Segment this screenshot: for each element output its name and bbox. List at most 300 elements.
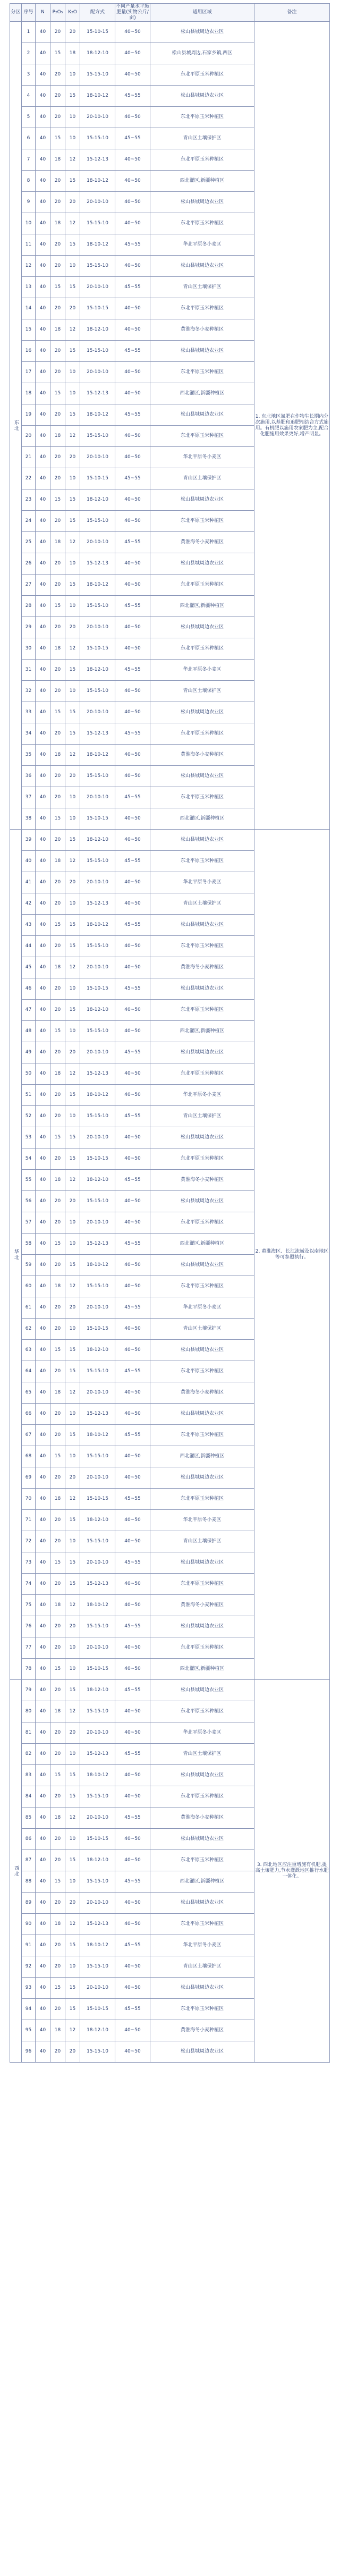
index-cell: 79	[22, 1680, 36, 1701]
area-cell: 西北灌区,新疆种植区	[150, 808, 254, 830]
target-cell: 40~50	[115, 1404, 150, 1425]
n-cell: 40	[36, 745, 50, 766]
k-cell: 20	[65, 298, 80, 319]
region-cell: 西北	[10, 1680, 22, 2063]
target-cell: 45~55	[115, 1552, 150, 1574]
k-cell: 15	[65, 702, 80, 723]
area-cell: 松山县城周边农业区	[150, 766, 254, 787]
index-cell: 82	[22, 1744, 36, 1765]
form-cell: 20-10-10	[80, 1893, 115, 1914]
target-cell: 40~50	[115, 213, 150, 234]
target-cell: 40~50	[115, 1255, 150, 1276]
n-cell: 40	[36, 256, 50, 277]
area-cell: 黄淮海冬小麦种植区	[150, 745, 254, 766]
form-cell: 15-10-15	[80, 1999, 115, 2020]
p-cell: 20	[50, 1191, 65, 1212]
form-cell: 18-12-10	[80, 1340, 115, 1361]
form-cell: 20-10-10	[80, 1467, 115, 1489]
k-cell: 12	[65, 745, 80, 766]
target-cell: 40~50	[115, 1850, 150, 1871]
area-cell: 东北平原玉米种植区	[150, 1148, 254, 1170]
area-cell: 松山县城周边农业区	[150, 404, 254, 426]
p-cell: 20	[50, 575, 65, 596]
n-cell: 40	[36, 1978, 50, 1999]
area-cell: 松山县城周边农业区	[150, 915, 254, 936]
form-cell: 18-10-12	[80, 86, 115, 107]
index-cell: 48	[22, 1021, 36, 1042]
form-cell: 20-10-10	[80, 532, 115, 553]
n-cell: 40	[36, 277, 50, 298]
target-cell: 40~50	[115, 149, 150, 171]
area-cell: 松山县城周边农业区	[150, 1680, 254, 1701]
p-cell: 18	[50, 532, 65, 553]
p-cell: 20	[50, 1085, 65, 1106]
form-cell: 15-12-13	[80, 149, 115, 171]
n-cell: 40	[36, 1446, 50, 1467]
k-cell: 15	[65, 1850, 80, 1871]
n-cell: 40	[36, 192, 50, 213]
index-cell: 51	[22, 1085, 36, 1106]
k-cell: 15	[65, 1786, 80, 1808]
n-cell: 40	[36, 1850, 50, 1871]
target-cell: 40~50	[115, 22, 150, 43]
index-cell: 29	[22, 617, 36, 638]
n-cell: 40	[36, 298, 50, 319]
index-cell: 96	[22, 2041, 36, 2063]
target-cell: 45~55	[115, 86, 150, 107]
form-cell: 15-15-10	[80, 1361, 115, 1382]
target-cell: 40~50	[115, 1701, 150, 1722]
p-cell: 15	[50, 128, 65, 149]
p-cell: 15	[50, 383, 65, 404]
n-cell: 40	[36, 1595, 50, 1616]
k-cell: 12	[65, 2020, 80, 2041]
p-cell: 20	[50, 1319, 65, 1340]
area-cell: 东北平原玉米种植区	[150, 1850, 254, 1871]
k-cell: 15	[65, 1574, 80, 1595]
target-cell: 40~50	[115, 745, 150, 766]
target-cell: 45~55	[115, 596, 150, 617]
p-cell: 18	[50, 1701, 65, 1722]
form-cell: 15-15-10	[80, 128, 115, 149]
p-cell: 20	[50, 1680, 65, 1701]
form-cell: 15-10-15	[80, 1829, 115, 1850]
index-cell: 55	[22, 1170, 36, 1191]
k-cell: 15	[65, 1425, 80, 1446]
n-cell: 40	[36, 1234, 50, 1255]
form-cell: 20-10-10	[80, 1637, 115, 1659]
area-cell: 松山县城周边农业区	[150, 86, 254, 107]
target-cell: 40~50	[115, 489, 150, 511]
index-cell: 22	[22, 468, 36, 489]
index-cell: 59	[22, 1255, 36, 1276]
remark-cell: 2. 黄淮海区、长江流域及以南地区等可参照执行。	[254, 830, 330, 1680]
target-cell: 40~50	[115, 1340, 150, 1361]
form-cell: 18-10-12	[80, 745, 115, 766]
target-cell: 45~55	[115, 341, 150, 362]
index-cell: 31	[22, 660, 36, 681]
p-cell: 20	[50, 22, 65, 43]
target-cell: 45~55	[115, 1489, 150, 1510]
k-cell: 10	[65, 1871, 80, 1893]
area-cell: 华北平原冬小麦区	[150, 1935, 254, 1956]
target-cell: 45~55	[115, 234, 150, 256]
form-cell: 15-10-15	[80, 808, 115, 830]
p-cell: 15	[50, 489, 65, 511]
p-cell: 20	[50, 1616, 65, 1637]
target-cell: 45~55	[115, 1935, 150, 1956]
target-cell: 40~50	[115, 1765, 150, 1786]
form-cell: 15-15-10	[80, 1276, 115, 1297]
n-cell: 40	[36, 447, 50, 468]
area-cell: 松山县城周边农业区	[150, 1765, 254, 1786]
k-cell: 15	[65, 1765, 80, 1786]
n-cell: 40	[36, 1085, 50, 1106]
form-cell: 15-15-10	[80, 341, 115, 362]
p-cell: 18	[50, 745, 65, 766]
n-cell: 40	[36, 1808, 50, 1829]
area-cell: 黄淮海冬小麦种植区	[150, 532, 254, 553]
index-cell: 1	[22, 22, 36, 43]
index-cell: 52	[22, 1106, 36, 1127]
form-cell: 15-15-10	[80, 1531, 115, 1552]
form-cell: 15-10-15	[80, 1148, 115, 1170]
k-cell: 10	[65, 808, 80, 830]
n-cell: 40	[36, 149, 50, 171]
target-cell: 40~50	[115, 1127, 150, 1148]
index-cell: 83	[22, 1765, 36, 1786]
k-cell: 12	[65, 426, 80, 447]
form-cell: 20-10-10	[80, 957, 115, 978]
target-cell: 40~50	[115, 1510, 150, 1531]
index-cell: 64	[22, 1361, 36, 1382]
k-cell: 10	[65, 468, 80, 489]
form-cell: 15-15-10	[80, 64, 115, 86]
index-cell: 37	[22, 787, 36, 808]
p-cell: 15	[50, 915, 65, 936]
k-cell: 10	[65, 1446, 80, 1467]
target-cell: 45~55	[115, 1616, 150, 1637]
k-cell: 10	[65, 1212, 80, 1234]
target-cell: 40~50	[115, 1212, 150, 1234]
n-cell: 40	[36, 915, 50, 936]
k-cell: 10	[65, 1319, 80, 1340]
area-cell: 松山县城周边农业区	[150, 978, 254, 1000]
n-cell: 40	[36, 1701, 50, 1722]
area-cell: 华北平原冬小麦区	[150, 1722, 254, 1744]
n-cell: 40	[36, 1148, 50, 1170]
target-cell: 45~55	[115, 128, 150, 149]
form-cell: 15-15-10	[80, 1106, 115, 1127]
target-cell: 45~55	[115, 1042, 150, 1063]
form-cell: 15-10-15	[80, 1659, 115, 1680]
index-cell: 45	[22, 957, 36, 978]
target-cell: 40~50	[115, 553, 150, 575]
target-cell: 40~50	[115, 1574, 150, 1595]
n-cell: 40	[36, 936, 50, 957]
index-cell: 95	[22, 2020, 36, 2041]
form-cell: 15-12-13	[80, 723, 115, 745]
target-cell: 40~50	[115, 893, 150, 915]
area-cell: 松山县城周边农业区	[150, 553, 254, 575]
index-cell: 68	[22, 1446, 36, 1467]
index-cell: 49	[22, 1042, 36, 1063]
p-cell: 20	[50, 1000, 65, 1021]
p-cell: 18	[50, 426, 65, 447]
area-cell: 松山县城周边农业区	[150, 1340, 254, 1361]
index-cell: 80	[22, 1701, 36, 1722]
p-cell: 18	[50, 1914, 65, 1935]
target-cell: 45~55	[115, 1808, 150, 1829]
p-cell: 20	[50, 1255, 65, 1276]
n-cell: 40	[36, 1361, 50, 1382]
p-cell: 20	[50, 1531, 65, 1552]
form-cell: 18-12-10	[80, 830, 115, 851]
area-cell: 东北平原玉米种植区	[150, 107, 254, 128]
area-cell: 青山区土壤保护区	[150, 128, 254, 149]
form-cell: 15-12-13	[80, 893, 115, 915]
index-cell: 66	[22, 1404, 36, 1425]
form-cell: 20-10-10	[80, 617, 115, 638]
form-cell: 18-12-10	[80, 319, 115, 341]
target-cell: 40~50	[115, 64, 150, 86]
p-cell: 20	[50, 468, 65, 489]
col-form: 配方式	[80, 4, 115, 22]
area-cell: 黄淮海冬小麦种植区	[150, 319, 254, 341]
form-cell: 18-10-12	[80, 1595, 115, 1616]
n-cell: 40	[36, 1042, 50, 1063]
k-cell: 12	[65, 1914, 80, 1935]
table-row	[10, 22, 330, 43]
n-cell: 40	[36, 1191, 50, 1212]
n-cell: 40	[36, 1276, 50, 1297]
n-cell: 40	[36, 1000, 50, 1021]
n-cell: 40	[36, 723, 50, 745]
index-cell: 84	[22, 1786, 36, 1808]
form-cell: 18-12-10	[80, 1510, 115, 1531]
target-cell: 40~50	[115, 1148, 150, 1170]
form-cell: 15-12-13	[80, 1914, 115, 1935]
target-cell: 40~50	[115, 1467, 150, 1489]
p-cell: 20	[50, 1722, 65, 1744]
k-cell: 15	[65, 1085, 80, 1106]
index-cell: 75	[22, 1595, 36, 1616]
k-cell: 20	[65, 22, 80, 43]
p-cell: 15	[50, 277, 65, 298]
p-cell: 15	[50, 1234, 65, 1255]
p-cell: 15	[50, 1127, 65, 1148]
target-cell: 40~50	[115, 638, 150, 660]
p-cell: 20	[50, 681, 65, 702]
target-cell: 40~50	[115, 192, 150, 213]
index-cell: 6	[22, 128, 36, 149]
target-cell: 40~50	[115, 171, 150, 192]
area-cell: 东北平原玉米种植区	[150, 1999, 254, 2020]
k-cell: 15	[65, 1255, 80, 1276]
index-cell: 3	[22, 64, 36, 86]
table-row	[10, 830, 330, 851]
area-cell: 西北灌区,新疆种植区	[150, 1659, 254, 1680]
k-cell: 10	[65, 893, 80, 915]
form-cell: 15-15-10	[80, 213, 115, 234]
index-cell: 69	[22, 1467, 36, 1489]
area-cell: 青山区土壤保护区	[150, 1744, 254, 1765]
p-cell: 20	[50, 723, 65, 745]
area-cell: 黄淮海冬小麦种植区	[150, 1170, 254, 1191]
p-cell: 20	[50, 1297, 65, 1319]
form-cell: 18-10-12	[80, 404, 115, 426]
p-cell: 20	[50, 1510, 65, 1531]
area-cell: 松山县城周边农业区	[150, 22, 254, 43]
n-cell: 40	[36, 978, 50, 1000]
n-cell: 40	[36, 893, 50, 915]
n-cell: 40	[36, 1467, 50, 1489]
area-cell: 东北平原玉米种植区	[150, 64, 254, 86]
k-cell: 10	[65, 596, 80, 617]
form-cell: 15-12-13	[80, 1744, 115, 1765]
p-cell: 18	[50, 149, 65, 171]
index-cell: 56	[22, 1191, 36, 1212]
k-cell: 15	[65, 936, 80, 957]
area-cell: 东北平原玉米种植区	[150, 511, 254, 532]
index-cell: 78	[22, 1659, 36, 1680]
n-cell: 40	[36, 468, 50, 489]
p-cell: 15	[50, 1552, 65, 1574]
n-cell: 40	[36, 1999, 50, 2020]
index-cell: 15	[22, 319, 36, 341]
p-cell: 20	[50, 1212, 65, 1234]
k-cell: 15	[65, 723, 80, 745]
index-cell: 4	[22, 86, 36, 107]
form-cell: 18-12-10	[80, 1000, 115, 1021]
index-cell: 13	[22, 277, 36, 298]
index-cell: 81	[22, 1722, 36, 1744]
n-cell: 40	[36, 1489, 50, 1510]
p-cell: 18	[50, 319, 65, 341]
index-cell: 23	[22, 489, 36, 511]
k-cell: 15	[65, 511, 80, 532]
n-cell: 40	[36, 1255, 50, 1276]
n-cell: 40	[36, 383, 50, 404]
index-cell: 21	[22, 447, 36, 468]
n-cell: 40	[36, 1425, 50, 1446]
area-cell: 东北平原玉米种植区	[150, 575, 254, 596]
n-cell: 40	[36, 957, 50, 978]
area-cell: 东北平原玉米种植区	[150, 362, 254, 383]
n-cell: 40	[36, 2041, 50, 2063]
form-cell: 18-12-10	[80, 2020, 115, 2041]
index-cell: 44	[22, 936, 36, 957]
area-cell: 东北平原玉米种植区	[150, 213, 254, 234]
p-cell: 20	[50, 256, 65, 277]
index-cell: 58	[22, 1234, 36, 1255]
form-cell: 15-10-15	[80, 22, 115, 43]
index-cell: 36	[22, 766, 36, 787]
n-cell: 40	[36, 1382, 50, 1404]
p-cell: 15	[50, 1659, 65, 1680]
target-cell: 40~50	[115, 681, 150, 702]
form-cell: 18-12-10	[80, 660, 115, 681]
target-cell: 40~50	[115, 1829, 150, 1850]
index-cell: 2	[22, 43, 36, 64]
form-cell: 18-12-10	[80, 43, 115, 64]
k-cell: 20	[65, 1191, 80, 1212]
form-cell: 18-10-12	[80, 234, 115, 256]
area-cell: 东北平原玉米种植区	[150, 1489, 254, 1510]
area-cell: 华北平原冬小麦区	[150, 1085, 254, 1106]
k-cell: 10	[65, 362, 80, 383]
area-cell: 青山区土壤保护区	[150, 893, 254, 915]
k-cell: 20	[65, 1467, 80, 1489]
area-cell: 松山县城周边农业区	[150, 489, 254, 511]
n-cell: 40	[36, 1106, 50, 1127]
k-cell: 15	[65, 1680, 80, 1701]
target-cell: 40~50	[115, 426, 150, 447]
index-cell: 86	[22, 1829, 36, 1850]
k-cell: 12	[65, 149, 80, 171]
p-cell: 20	[50, 64, 65, 86]
p-cell: 18	[50, 957, 65, 978]
form-cell: 15-10-15	[80, 978, 115, 1000]
target-cell: 45~55	[115, 468, 150, 489]
p-cell: 20	[50, 1425, 65, 1446]
target-cell: 40~50	[115, 1085, 150, 1106]
index-cell: 24	[22, 511, 36, 532]
index-cell: 72	[22, 1531, 36, 1552]
index-cell: 92	[22, 1956, 36, 1978]
index-cell: 14	[22, 298, 36, 319]
area-cell: 松山县城周边农业区	[150, 1404, 254, 1425]
target-cell: 40~50	[115, 1000, 150, 1021]
target-cell: 40~50	[115, 319, 150, 341]
target-cell: 40~50	[115, 808, 150, 830]
index-cell: 47	[22, 1000, 36, 1021]
p-cell: 20	[50, 766, 65, 787]
form-cell: 20-10-10	[80, 1382, 115, 1404]
p-cell: 20	[50, 1786, 65, 1808]
n-cell: 40	[36, 617, 50, 638]
index-cell: 25	[22, 532, 36, 553]
form-cell: 20-10-10	[80, 362, 115, 383]
p-cell: 18	[50, 1382, 65, 1404]
p-cell: 18	[50, 1595, 65, 1616]
area-cell: 黄淮海冬小麦种植区	[150, 1382, 254, 1404]
n-cell: 40	[36, 64, 50, 86]
index-cell: 88	[22, 1871, 36, 1893]
p-cell: 18	[50, 1063, 65, 1085]
form-cell: 18-10-12	[80, 1425, 115, 1446]
p-cell: 20	[50, 660, 65, 681]
table-body	[10, 22, 330, 2063]
index-cell: 91	[22, 1935, 36, 1956]
form-cell: 20-10-10	[80, 277, 115, 298]
target-cell: 40~50	[115, 1659, 150, 1680]
target-cell: 45~55	[115, 787, 150, 808]
k-cell: 20	[65, 617, 80, 638]
index-cell: 77	[22, 1637, 36, 1659]
k-cell: 18	[65, 43, 80, 64]
form-cell: 20-10-10	[80, 1127, 115, 1148]
col-area: 适用区域	[150, 4, 254, 22]
form-cell: 15-15-10	[80, 851, 115, 872]
index-cell: 18	[22, 383, 36, 404]
area-cell: 松山县城周边农业区	[150, 1616, 254, 1637]
n-cell: 40	[36, 128, 50, 149]
n-cell: 40	[36, 362, 50, 383]
area-cell: 华北平原冬小麦区	[150, 447, 254, 468]
index-cell: 26	[22, 553, 36, 575]
col-index: 序号	[22, 4, 36, 22]
